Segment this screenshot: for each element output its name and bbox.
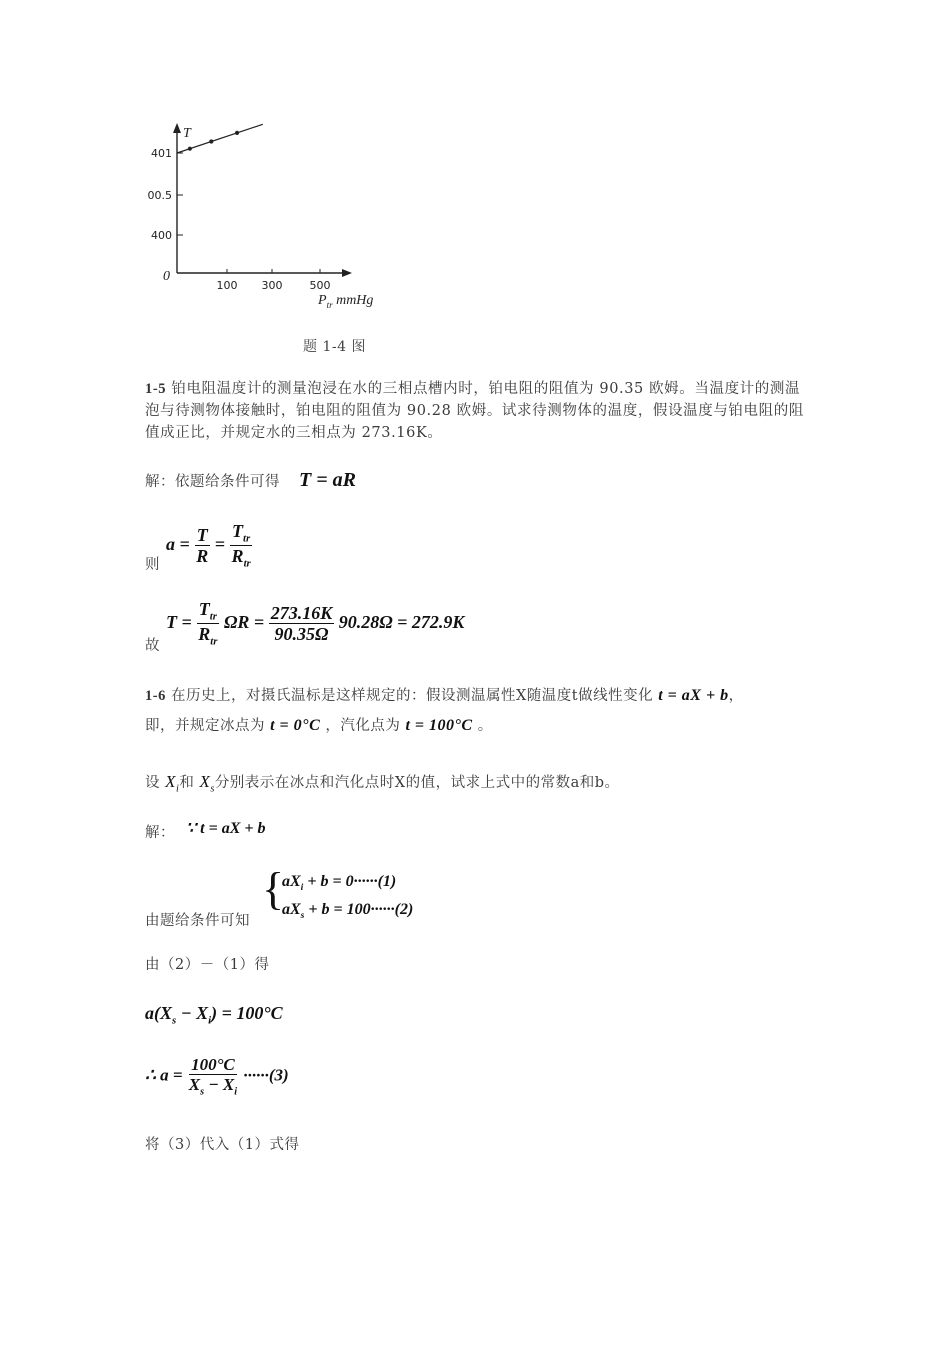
substitute-line: 将（3）代入（1）式得 — [145, 1137, 300, 1153]
numerator: 273.16K — [270, 603, 333, 624]
equation-t-ar: T = aR — [299, 469, 356, 491]
y-tick-label: 400 — [151, 229, 172, 242]
numerator: 100°C — [191, 1055, 235, 1074]
label-ze: 则 — [145, 557, 160, 573]
problem-number: 1-6 — [145, 688, 166, 704]
equation-a-result — [145, 1056, 289, 1098]
equation-temperature-result — [166, 600, 464, 648]
y-tick-label: 00.5 — [147, 189, 172, 202]
x-tick-label: 100 — [216, 279, 238, 292]
equation-linear: t = aX + b — [658, 687, 729, 704]
y-axis-arrow — [173, 123, 181, 133]
eq-label: ······(3) — [243, 1065, 289, 1085]
problem-1-5 — [145, 378, 813, 444]
fraction-t-r — [194, 526, 210, 565]
fraction-ttr-rtr — [230, 522, 253, 570]
equation-because: ∵ t = aX + b — [186, 820, 266, 837]
eq-tail: 90.28Ω = 272.9K — [338, 612, 465, 633]
condition-label: 由题给条件可知 — [145, 913, 250, 929]
equals: = — [214, 534, 226, 555]
eq-mid: ΩR = — [223, 612, 265, 633]
x-axis-arrow — [342, 269, 352, 277]
denominator: 90.35Ω — [274, 624, 329, 645]
solution-1-6-label: 解： — [145, 825, 175, 841]
fraction-ttr-rtr — [196, 600, 219, 648]
x-axis-label: $P_{tr}$ mmHg — [318, 293, 374, 310]
numerator: $T_{tr}$ — [232, 521, 251, 545]
label-gu: 故 — [145, 638, 160, 654]
problem-1-6-line2: 即，并规定冰点为 t = 0°C ，汽化点为 t = 100°C 。 — [145, 717, 493, 734]
problem-text: 铂电阻温度计的测量泡浸在水的三相点槽内时，铂电阻的阻值为 90.35 欧姆。当温度计的测温泡与待测物体接触时，铂电阻的阻值为 90.28 欧姆。试求待测物体的温度，假设温度与铂电阻的阻值成正比，并规定水的三相点为 273.16K。 — [145, 381, 804, 441]
symbol-xi: $X_i$ — [165, 772, 180, 795]
denominator: R — [196, 546, 209, 567]
subtract-line: 由（2）－（1）得 — [145, 957, 270, 973]
fraction-a — [187, 1056, 239, 1098]
eq-lhs: T = — [166, 612, 192, 633]
equation-steam-point: t = 100°C — [405, 717, 473, 734]
pressure-temperature-chart — [130, 115, 410, 315]
y-axis-label: T — [183, 126, 191, 141]
equation-a — [166, 522, 253, 570]
problem-number: 1-5 — [145, 381, 167, 397]
numerator: T — [196, 525, 208, 546]
figure-caption: 题 1-4 图 — [303, 339, 366, 355]
symbol-xs: $X_s$ — [199, 772, 215, 795]
x-tick-label: 500 — [309, 279, 331, 292]
y-tick-label: 401 — [151, 147, 172, 160]
denominator: $R_{tr}$ — [231, 546, 251, 570]
data-point — [210, 140, 213, 143]
left-brace: { — [262, 863, 285, 914]
eq-lhs: a = — [166, 534, 190, 555]
system-eq-1: $aX_i + b = 0\cdot\cdot\cdot\cdot\cdot\cdot(1)$ — [282, 873, 397, 894]
denominator: $R_{tr}$ — [198, 624, 218, 648]
problem-1-6-line3: 设 $X_i$和 $X_s$分别表示在冰点和汽化点时X的值，试求上式中的常数a和b。 — [145, 772, 620, 795]
numerator: $T_{tr}$ — [198, 599, 217, 623]
intro-text: 解：依题给条件可得 — [145, 474, 280, 490]
data-point — [236, 131, 239, 134]
system-eq-2: $aX_s + b = 100\cdot\cdot\cdot\cdot\cdot\cdot(2)$ — [282, 901, 414, 922]
solution-1-5-intro — [145, 475, 280, 490]
equation-difference: $a(X_s - X_i) = 100^\circ C$ — [145, 1003, 283, 1027]
problem-text: 在历史上，对摄氏温标是这样规定的：假设测温属性X随温度t做线性变化 — [170, 688, 654, 704]
therefore: ∴ a = — [145, 1065, 183, 1085]
problem-1-6-line1: 1-6 在历史上，对摄氏温标是这样规定的：假设测温属性X随温度t做线性变化 t = aX + b， — [145, 687, 744, 704]
fraction-values — [269, 604, 335, 643]
data-point — [188, 147, 191, 150]
origin-label: 0 — [163, 269, 170, 284]
equation-ice-point: t = 0°C — [270, 717, 321, 734]
denominator: $X_s - X_i$ — [188, 1075, 238, 1098]
x-tick-label: 300 — [261, 279, 283, 292]
